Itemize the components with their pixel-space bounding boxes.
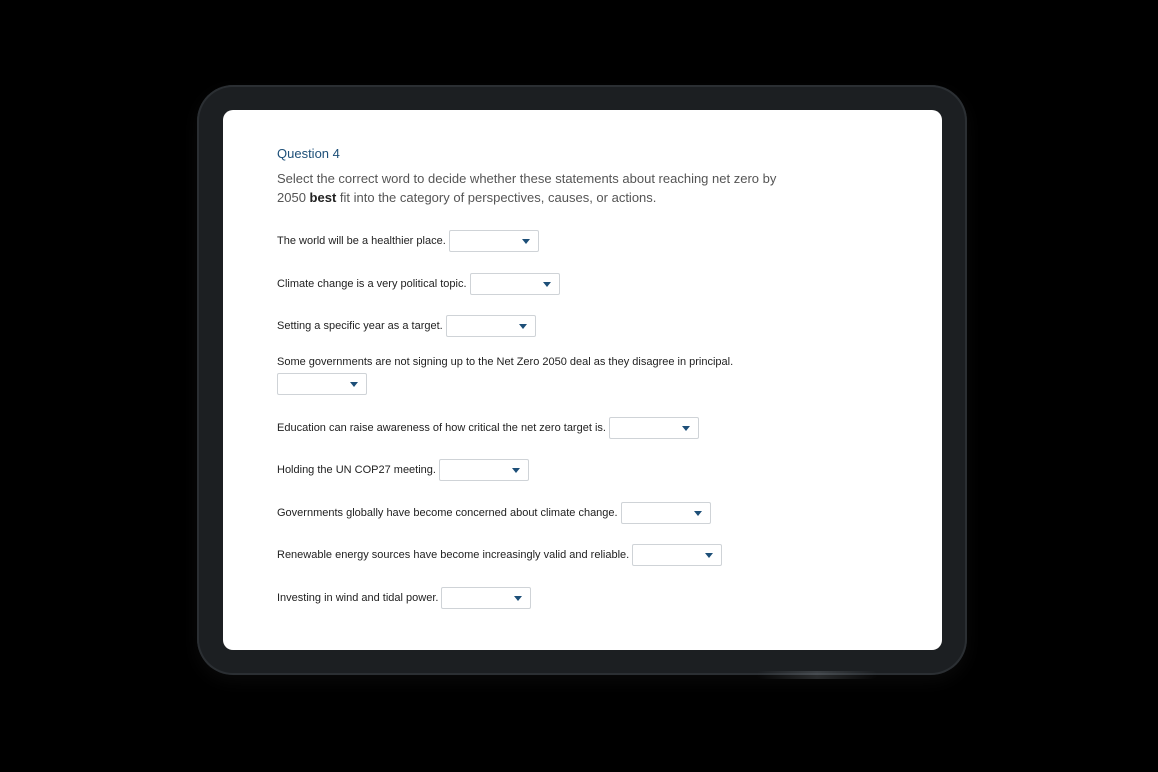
statement-text: Governments globally have become concerned about climate change. [277,507,618,519]
statement-text: Climate change is a very political topic. [277,278,467,290]
caret-down-icon [350,382,358,387]
question-panel [277,146,897,604]
category-dropdown-5[interactable] [609,417,699,439]
caret-down-icon [705,553,713,558]
tablet-frame [197,85,967,675]
statement-row-1 [277,230,539,252]
question-instructions [277,169,787,207]
statement-text: The world will be a healthier place. [277,235,446,247]
statement-row-3 [277,315,536,337]
caret-down-icon [543,282,551,287]
caret-down-icon [522,239,530,244]
statement-text: Some governments are not signing up to the Net Zero 2050 deal as they disagree in principal. [277,356,734,369]
quiz-screen [223,110,942,650]
statement-row-8 [277,544,722,566]
statement-row-9 [277,587,531,609]
caret-down-icon [512,468,520,473]
statement-text: Setting a specific year as a target. [277,320,443,332]
caret-down-icon [519,324,527,329]
caret-down-icon [682,426,690,431]
statement-row-2 [277,273,560,295]
category-dropdown-7[interactable] [621,502,711,524]
category-dropdown-2[interactable] [470,273,560,295]
category-dropdown-8[interactable] [632,544,722,566]
statement-text: Holding the UN COP27 meeting. [277,464,436,476]
statement-row-7 [277,502,711,524]
category-dropdown-4[interactable] [277,373,367,395]
statement-row-4 [277,356,733,395]
statement-row-6 [277,459,529,481]
question-title: Question 4 [277,146,340,161]
category-dropdown-9[interactable] [441,587,531,609]
category-dropdown-6[interactable] [439,459,529,481]
category-dropdown-1[interactable] [449,230,539,252]
instruction-bold-word: best [309,190,337,205]
caret-down-icon [694,511,702,516]
category-dropdown-3[interactable] [446,315,536,337]
instruction-text-before: Select the correct word to decide whether these statements about reaching net zero by 2050 [277,171,777,205]
caret-down-icon [514,596,522,601]
statement-row-5 [277,417,699,439]
statement-text: Education can raise awareness of how critical the net zero target is. [277,422,606,434]
statement-text: Investing in wind and tidal power. [277,592,439,604]
statement-text: Renewable energy sources have become increasingly valid and reliable. [277,549,630,561]
instruction-text-after: fit into the category of perspectives, causes, or actions. [336,190,657,205]
